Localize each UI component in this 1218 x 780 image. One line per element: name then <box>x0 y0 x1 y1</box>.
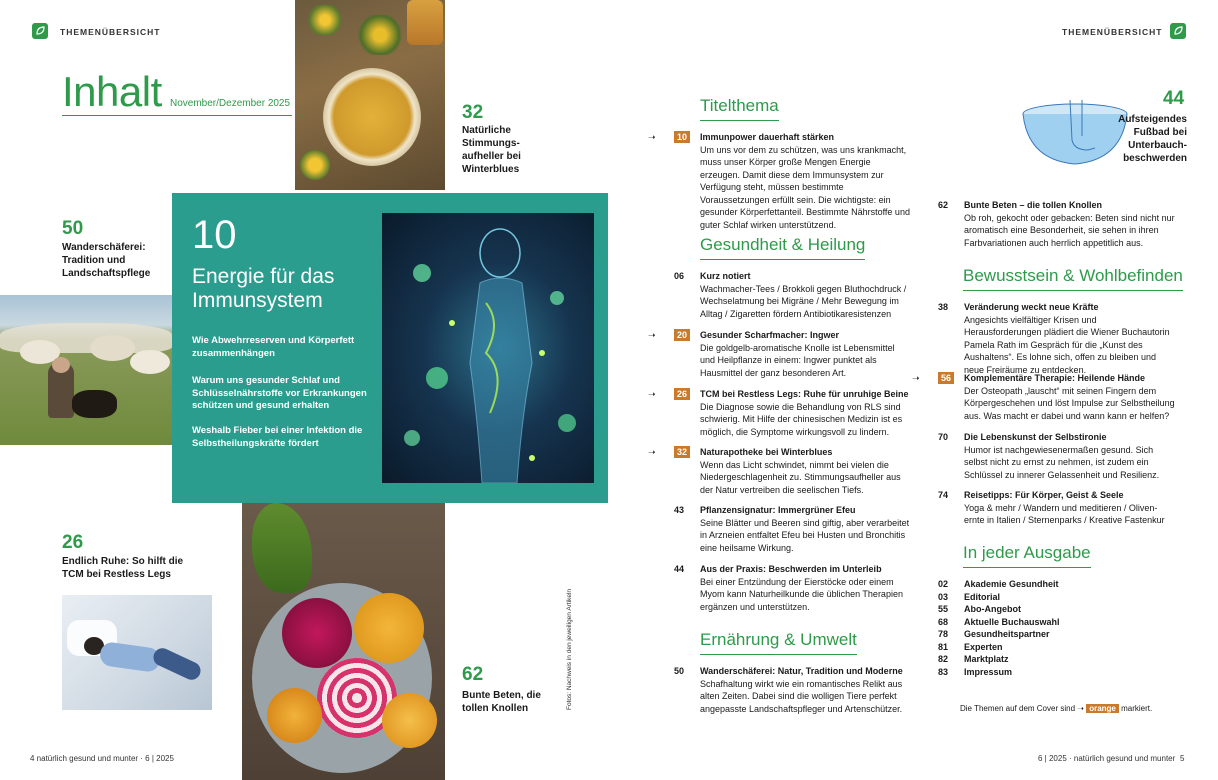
feature-bullet: Warum uns gesunder Schlaf und Schlüsselnährstoffe vor Erkrankungen schützen und gesund erhalten <box>192 375 367 411</box>
photo-credit: Fotos: Nachweis in den jeweiligen Artikeln <box>566 588 573 710</box>
feature-bullet: Wie Abwehrreserven und Körperfett zusammenhängen <box>192 335 355 359</box>
teaser-32-text: Natürliche Stimmungs- aufheller bei Winterblues <box>462 125 521 175</box>
sleeping-woman-photo <box>62 595 212 710</box>
herbal-tea-photo <box>295 0 445 190</box>
feature-bullet: Weshalb Fieber bei einer Infektion die Selbstheilungskräfte fördert <box>192 425 363 449</box>
teaser-44-text: Aufsteigendes Fußbad bei Unterbauch- beschwerden <box>1118 114 1187 164</box>
section-label: THEMENÜBERSICHT <box>60 27 161 37</box>
teaser-62-text: Bunte Beten, die tollen Knollen <box>462 690 541 714</box>
teaser-62-number: 62 <box>462 664 484 685</box>
left-footer: 4 natürlich gesund und munter · 6 | 2025 <box>30 754 174 763</box>
leaf-icon <box>1170 23 1186 39</box>
regular-item[interactable]: 55 Abo-Angebot <box>938 604 1021 614</box>
regular-sections-list <box>938 578 1138 678</box>
immune-system-illustration <box>382 213 594 483</box>
teaser-50-text: Wanderschäferei: Tradition und Landschaftspflege <box>62 242 151 279</box>
title-rule <box>62 115 292 116</box>
arrow-right-icon: ➝ <box>648 330 656 340</box>
arrow-right-icon: ➝ <box>1077 704 1084 713</box>
section-heading-gesundheit: Gesundheit & Heilung <box>700 235 865 260</box>
regular-item[interactable]: 81 Experten <box>938 641 1003 652</box>
page-title: Inhalt <box>62 68 162 115</box>
cover-page-number: 56 <box>938 372 954 384</box>
issue-date: November/Dezember 2025 <box>170 98 291 109</box>
section-heading-ernaehrung: Ernährung & Umwelt <box>700 630 857 655</box>
arrow-right-icon: ➝ <box>648 389 656 399</box>
regular-item[interactable]: 68 Aktuelle Buchauswahl <box>938 616 1060 627</box>
regular-item[interactable]: 83 Impressum <box>938 666 1013 677</box>
right-page-number: 5 <box>1180 754 1185 763</box>
regular-item[interactable]: 78 Gesundheitspartner <box>938 629 1050 639</box>
section-label: THEMENÜBERSICHT <box>1062 27 1163 37</box>
feature-page-number: 10 <box>192 213 237 257</box>
section-heading-titelthema: Titelthema <box>700 96 779 121</box>
teaser-44-number: 44 <box>1163 88 1185 109</box>
arrow-right-icon: ➝ <box>912 373 920 383</box>
beetroot-photo <box>242 503 445 780</box>
regular-item[interactable]: 02 Akademie Gesundheit <box>938 579 1059 589</box>
cover-page-number: 32 <box>674 446 690 458</box>
regular-item[interactable]: 82 Marktplatz <box>938 654 1009 664</box>
teaser-26-number: 26 <box>62 532 84 553</box>
regular-item[interactable]: 03 Editorial <box>938 591 1001 602</box>
teaser-26-text: Endlich Ruhe: So hilft die TCM bei Restless Legs <box>62 556 184 580</box>
feature-title: Energie für das Immunsystem <box>192 265 335 312</box>
cover-page-number: 20 <box>674 329 690 341</box>
section-heading-bewusstsein: Bewusstsein & Wohlbefinden <box>963 266 1183 291</box>
leaf-icon <box>32 23 48 39</box>
section-heading-ausgabe: In jeder Ausgabe <box>963 543 1091 568</box>
right-footer: 6 | 2025 · natürlich gesund und munter <box>1038 754 1176 763</box>
cover-feature-box[interactable] <box>172 193 608 503</box>
cover-legend: Die Themen auf dem Cover sind ➝ orange markiert. <box>960 704 1153 713</box>
arrow-right-icon: ➝ <box>648 132 656 142</box>
sheep-flock-photo <box>0 295 172 445</box>
arrow-right-icon: ➝ <box>648 447 656 457</box>
teaser-32-number: 32 <box>462 102 484 123</box>
cover-page-number: 26 <box>674 388 690 400</box>
cover-page-number: 10 <box>674 131 690 143</box>
teaser-50-number: 50 <box>62 218 84 239</box>
